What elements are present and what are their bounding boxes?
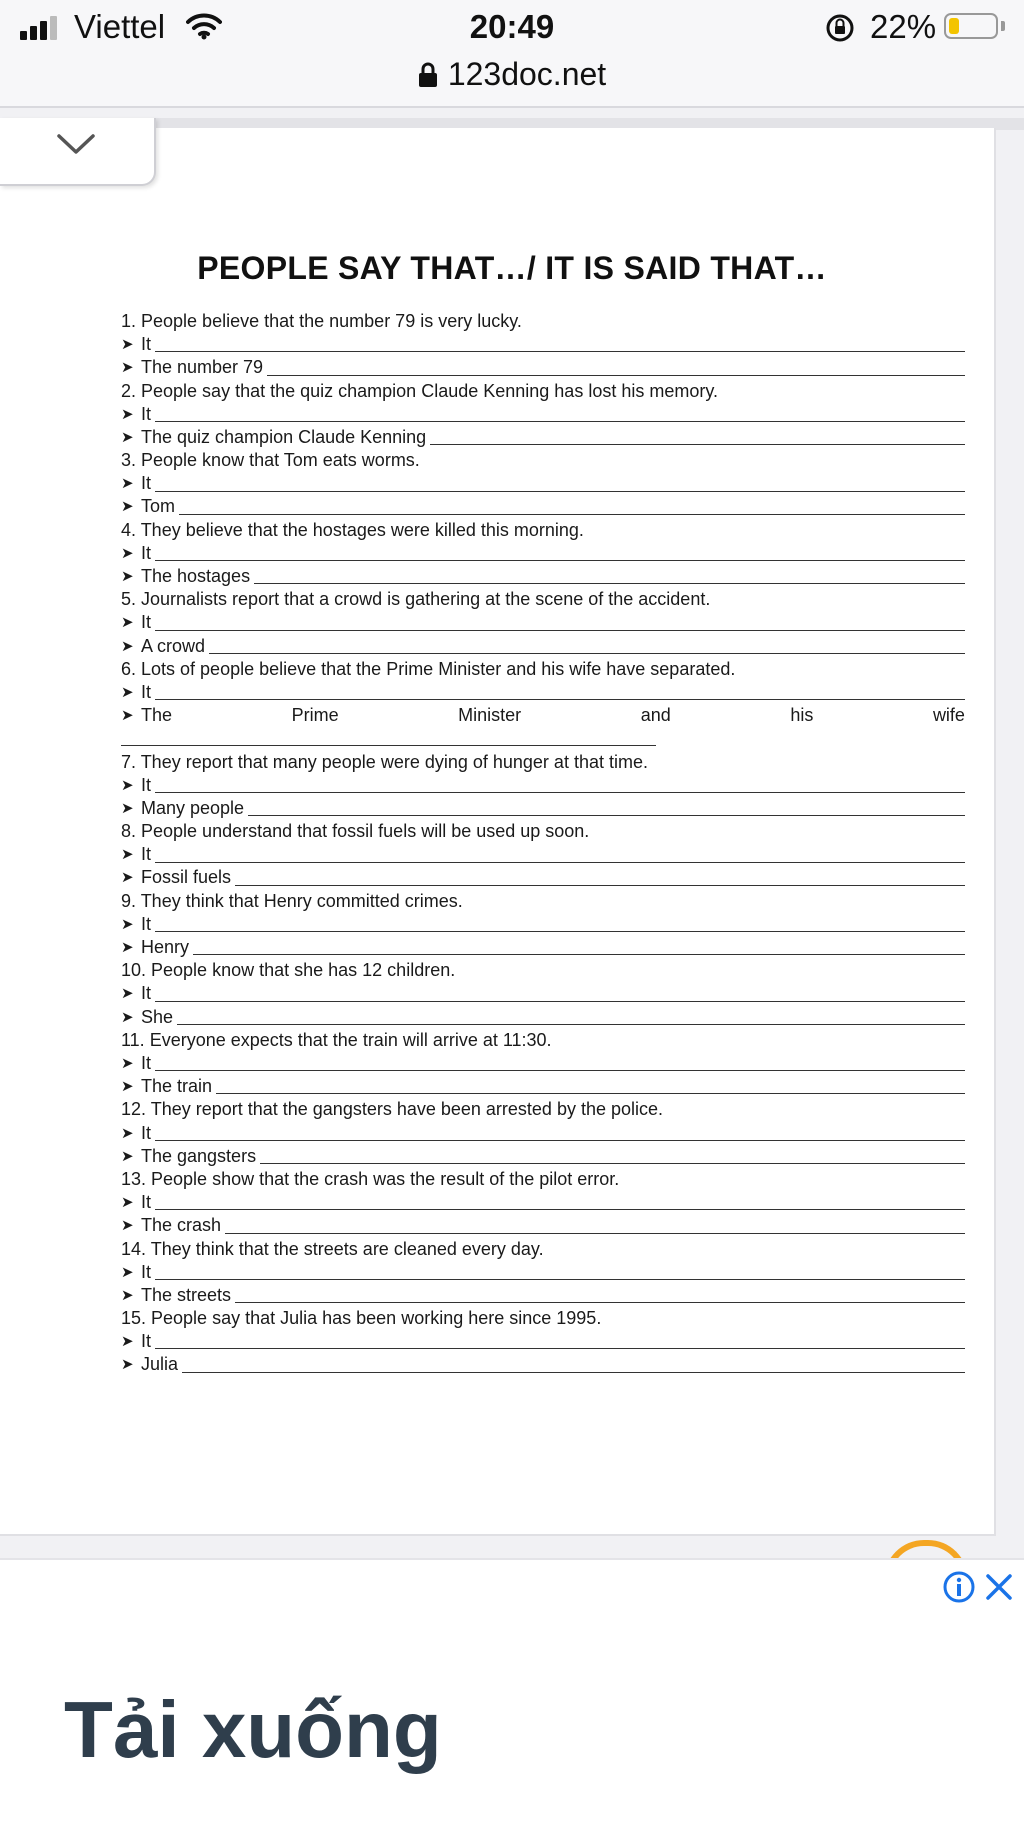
question-text: 2. People say that the quiz champion Claude Kenning has lost his memory. [121, 380, 719, 401]
answer-prompt: It [141, 473, 152, 494]
ad-banner[interactable] [0, 1558, 1024, 1822]
arrow-bullet-icon: ➤ [121, 939, 134, 957]
arrow-bullet-icon: ➤ [121, 1217, 134, 1235]
arrow-bullet-icon: ➤ [121, 915, 134, 933]
answer-blank[interactable] [267, 374, 965, 376]
answer-row-subject [121, 565, 965, 588]
answer-row-it [121, 333, 965, 356]
answer-prompt: Julia [141, 1354, 179, 1375]
answer-blank[interactable] [155, 420, 965, 422]
battery-percent: 22% [870, 8, 937, 45]
answer-blank[interactable] [216, 1092, 965, 1094]
arrow-bullet-icon: ➤ [121, 1356, 134, 1374]
rotation-lock-icon [824, 12, 856, 44]
status-bar [0, 0, 1024, 54]
answer-prompt: Fossil fuels [141, 867, 232, 888]
question-text: 14. They think that the streets are cleaned every day. [121, 1238, 544, 1259]
question-text: 13. People show that the crash was the result of the pilot error. [121, 1168, 620, 1189]
exercise-list [121, 310, 965, 1377]
answer-prompt: It [141, 844, 152, 865]
answer-row-it [121, 843, 965, 866]
answer-prompt: The quiz champion Claude Kenning [141, 426, 427, 447]
arrow-bullet-icon: ➤ [121, 799, 134, 817]
answer-blank[interactable] [155, 1139, 965, 1141]
url-display[interactable] [418, 56, 606, 93]
answer-prompt-word: and [640, 705, 671, 726]
answer-row-subject [121, 1353, 965, 1376]
arrow-bullet-icon: ➤ [121, 1263, 134, 1281]
answer-prompt: It [141, 1122, 152, 1143]
arrow-bullet-icon: ➤ [121, 336, 134, 354]
arrow-bullet-icon: ➤ [121, 683, 134, 701]
answer-blank[interactable] [155, 1347, 965, 1349]
answer-row-subject [121, 635, 965, 658]
address-bar[interactable] [0, 50, 1024, 106]
arrow-bullet-icon: ➤ [121, 1286, 134, 1304]
collapse-toolbar-button[interactable] [0, 118, 156, 186]
question-text: 11. Everyone expects that the train will arrive at 11:30. [121, 1029, 552, 1050]
answer-blank[interactable] [155, 559, 965, 561]
answer-prompt: It [141, 612, 152, 633]
question-text: 7. They report that many people were dying of hunger at that time. [121, 751, 648, 772]
answer-prompt: It [141, 542, 152, 563]
answer-blank[interactable] [155, 930, 965, 932]
close-icon[interactable] [984, 1572, 1014, 1602]
carrier-name: Viettel [74, 8, 166, 45]
answer-prompt: It [141, 403, 152, 424]
answer-row-it [121, 774, 965, 797]
answer-blank[interactable] [155, 1278, 965, 1280]
answer-blank[interactable] [155, 861, 965, 863]
answer-row-subject [121, 1284, 965, 1307]
answer-blank[interactable] [155, 1069, 965, 1071]
answer-prompt-word: wife [932, 705, 965, 726]
answer-blank[interactable] [225, 1232, 965, 1234]
answer-blank[interactable] [182, 1371, 965, 1373]
answer-row-subject [121, 1145, 965, 1168]
answer-row-it [121, 913, 965, 936]
question-text: 6. Lots of people believe that the Prime Minister and his wife have separated. [121, 658, 736, 679]
arrow-bullet-icon: ➤ [121, 1008, 134, 1026]
lock-icon [418, 62, 438, 88]
answer-row-subject [121, 1075, 965, 1098]
ad-download-text[interactable]: Tải xuống [64, 1685, 442, 1774]
chevron-down-icon [56, 132, 96, 158]
answer-row-subject [121, 356, 965, 379]
answer-row-it [121, 1191, 965, 1214]
answer-blank[interactable] [155, 490, 965, 492]
answer-prompt: It [141, 983, 152, 1004]
answer-blank[interactable] [193, 953, 965, 955]
answer-row-subject [121, 496, 965, 519]
question-text: 1. People believe that the number 79 is very lucky. [121, 311, 522, 331]
status-time: 20:49 [469, 8, 555, 45]
answer-prompt: Henry [141, 937, 190, 958]
answer-row-subject [121, 1006, 965, 1029]
document-title: PEOPLE SAY THAT…/ IT IS SAID THAT… [197, 250, 827, 286]
arrow-bullet-icon: ➤ [121, 776, 134, 794]
answer-blank[interactable] [155, 1000, 965, 1002]
info-icon[interactable] [942, 1570, 976, 1604]
answer-row-it [121, 1052, 965, 1075]
url-text: 123doc.net [447, 56, 607, 92]
toolbar-divider [0, 106, 1024, 108]
arrow-bullet-icon: ➤ [121, 985, 134, 1003]
answer-prompt: It [141, 334, 152, 355]
answer-row-subject [121, 704, 965, 727]
question-text: 4. They believe that the hostages were killed this morning. [121, 519, 584, 540]
battery-level [949, 18, 959, 34]
arrow-bullet-icon: ➤ [121, 498, 134, 516]
question-text: 9. They think that Henry committed crimes. [121, 890, 463, 911]
question-text: 8. People understand that fossil fuels will be used up soon. [121, 821, 590, 842]
arrow-bullet-icon: ➤ [121, 846, 134, 864]
answer-prompt: It [141, 1052, 152, 1073]
answer-prompt-word: Minister [458, 705, 522, 726]
answer-row-subject [121, 797, 965, 820]
answer-prompt: It [141, 774, 152, 795]
answer-row-it [121, 1122, 965, 1145]
arrow-bullet-icon: ➤ [121, 1147, 134, 1165]
answer-prompt: It [141, 681, 152, 702]
question-text: 12. They report that the gangsters have been arrested by the police. [121, 1099, 664, 1120]
answer-prompt: Tom [141, 496, 176, 517]
answer-prompt: The number 79 [141, 357, 264, 378]
answer-row-it [121, 1330, 965, 1353]
answer-prompt-word: Prime [291, 705, 339, 726]
answer-prompt: The train [141, 1076, 213, 1097]
answer-prompt-word: The [141, 705, 173, 726]
answer-blank[interactable] [235, 884, 965, 886]
answer-blank[interactable] [248, 814, 965, 816]
question-text: 15. People say that Julia has been working here since 1995. [121, 1308, 602, 1329]
battery-cap [1001, 21, 1005, 31]
question-text: 10. People know that she has 12 children. [121, 960, 456, 981]
answer-prompt: It [141, 913, 152, 934]
answer-prompt: A crowd [141, 635, 206, 656]
answer-row-subject [121, 1214, 965, 1237]
arrow-bullet-icon: ➤ [121, 568, 134, 586]
arrow-bullet-icon: ➤ [121, 1124, 134, 1142]
answer-row-subject [121, 867, 965, 890]
answer-blank[interactable] [155, 350, 965, 352]
battery-icon [944, 13, 998, 39]
answer-prompt: It [141, 1331, 152, 1352]
answer-blank[interactable] [177, 1023, 965, 1025]
answer-blank[interactable] [121, 727, 656, 746]
question-text: 3. People know that Tom eats worms. [121, 450, 420, 471]
answer-row-it [121, 1261, 965, 1284]
answer-row-it [121, 611, 965, 634]
arrow-bullet-icon: ➤ [121, 475, 134, 493]
answer-blank[interactable] [155, 791, 965, 793]
answer-row-subject [121, 936, 965, 959]
arrow-bullet-icon: ➤ [121, 1078, 134, 1096]
answer-row-blank [121, 727, 965, 750]
arrow-bullet-icon: ➤ [121, 359, 134, 377]
answer-prompt: The gangsters [141, 1145, 257, 1166]
answer-row-it [121, 542, 965, 565]
answer-blank[interactable] [179, 513, 965, 515]
arrow-bullet-icon: ➤ [121, 869, 134, 887]
arrow-bullet-icon: ➤ [121, 428, 134, 446]
answer-blank[interactable] [209, 652, 965, 654]
answer-row-it [121, 472, 965, 495]
arrow-bullet-icon: ➤ [121, 1333, 134, 1351]
answer-row-it [121, 982, 965, 1005]
arrow-bullet-icon: ➤ [121, 544, 134, 562]
answer-prompt: The streets [141, 1284, 232, 1305]
answer-prompt: The hostages [141, 566, 251, 587]
answer-blank[interactable] [260, 1162, 965, 1164]
arrow-bullet-icon: ➤ [121, 637, 134, 655]
answer-prompt: It [141, 1192, 152, 1213]
answer-blank[interactable] [254, 582, 965, 584]
answer-row-subject [121, 426, 965, 449]
arrow-bullet-icon: ➤ [121, 1194, 134, 1212]
answer-prompt-word: his [790, 705, 814, 726]
ad-gap [0, 1536, 1024, 1558]
answer-blank[interactable] [430, 443, 965, 445]
answer-blank[interactable] [235, 1301, 965, 1303]
answer-blank[interactable] [155, 1208, 965, 1210]
answer-blank[interactable] [155, 698, 965, 700]
question-text: 5. Journalists report that a crowd is gathering at the scene of the accident. [121, 589, 711, 610]
answer-prompt: It [141, 1261, 152, 1282]
answer-prompt: She [141, 1006, 174, 1027]
answer-row-it [121, 403, 965, 426]
answer-blank[interactable] [155, 629, 965, 631]
arrow-bullet-icon: ➤ [121, 405, 134, 423]
answer-prompt: The crash [141, 1215, 222, 1236]
arrow-bullet-icon: ➤ [121, 614, 134, 632]
arrow-bullet-icon: ➤ [121, 707, 134, 725]
answer-prompt: Many people [141, 797, 245, 818]
arrow-bullet-icon: ➤ [121, 1054, 134, 1072]
answer-row-it [121, 681, 965, 704]
